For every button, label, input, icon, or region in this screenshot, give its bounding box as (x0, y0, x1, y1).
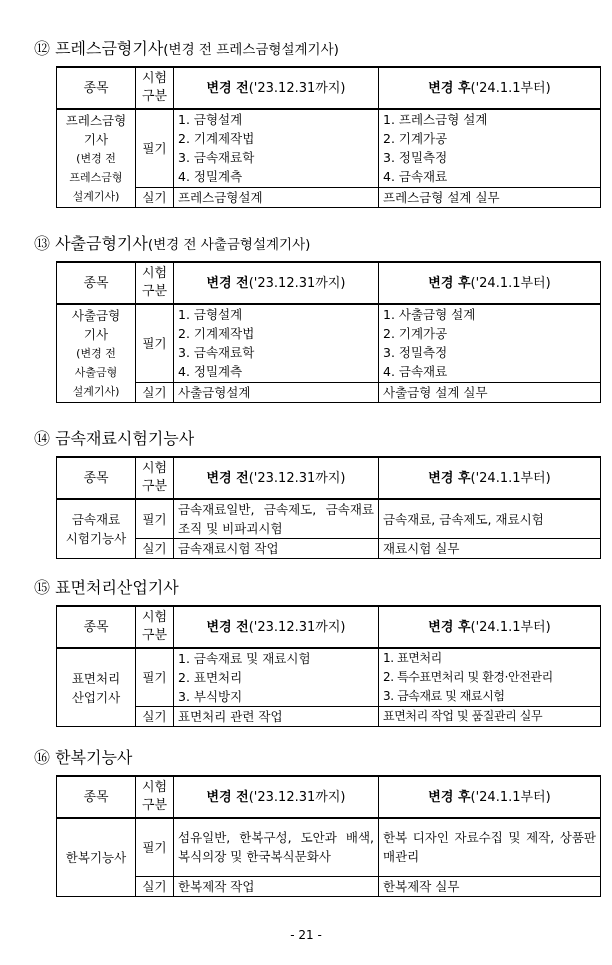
header-item: 종목 (57, 776, 136, 818)
header-item: 종목 (57, 262, 136, 304)
item-name-line: 사출금형 (74, 365, 118, 379)
header-after (379, 67, 601, 109)
header-before (174, 67, 379, 109)
header-exam-type: 시험 구분 (136, 606, 174, 648)
header-after (379, 776, 601, 818)
item-name-cell (57, 818, 136, 896)
table-15 (56, 605, 601, 727)
written-label: 필기 (136, 648, 174, 707)
list-item: 3. 정밀측정 (383, 345, 448, 361)
header-after-date: ('24.1.1부터) (470, 275, 551, 291)
section-title-sub: (변경 전 프레스금형설계기사) (163, 42, 339, 58)
header-after-date: ('24.1.1부터) (470, 80, 551, 96)
header-before-date: ('23.12.31까지) (248, 619, 346, 635)
section-title-15 (34, 575, 179, 598)
header-before (174, 457, 379, 499)
list-item: 3. 금속재료학 (178, 150, 255, 166)
written-before: 섬유일반, 한복구성, 도안과 배색, 복식의장 및 한국복식문화사 (174, 818, 379, 876)
table-14 (56, 456, 601, 559)
table-12 (56, 66, 601, 208)
item-name-cell (57, 499, 136, 559)
header-before-label: 변경 전 (206, 619, 249, 635)
practical-before: 한복제작 작업 (174, 876, 379, 896)
header-after (379, 606, 601, 648)
item-name-line: 프레스금형 (69, 170, 123, 184)
list-item: 4. 금속재료 (383, 364, 448, 380)
list-item: 1. 사출금형 설계 (383, 307, 476, 323)
written-label: 필기 (136, 499, 174, 539)
list-item: 2. 기계제작법 (178, 131, 255, 147)
header-before-date: ('23.12.31까지) (248, 470, 346, 486)
header-exam-type: 시험 구분 (136, 457, 174, 499)
header-before-date: ('23.12.31까지) (248, 789, 346, 805)
practical-after: 사출금형 설계 실무 (379, 382, 601, 402)
header-exam-type: 시험 구분 (136, 67, 174, 109)
written-after (379, 648, 601, 707)
header-before-date: ('23.12.31까지) (248, 275, 346, 291)
table-13 (56, 261, 601, 403)
item-name-line: 설계기사) (72, 384, 120, 398)
written-after (379, 304, 601, 382)
written-before: 금속재료일반, 금속제도, 금속재료조직 및 비파괴시험 (174, 499, 379, 539)
item-name-line: 금속재료 (71, 512, 121, 527)
item-name-line: 표면처리 (71, 670, 121, 686)
list-item: 1. 프레스금형 설계 (383, 112, 488, 128)
list-item: 2. 특수표면처리 및 환경·안전관리 (383, 670, 553, 684)
header-after-date: ('24.1.1부터) (470, 789, 551, 805)
header-after-date: ('24.1.1부터) (470, 470, 551, 486)
header-after (379, 262, 601, 304)
header-after-label: 변경 후 (428, 80, 471, 96)
list-item: 2. 기계가공 (383, 131, 448, 147)
practical-before: 프레스금형설계 (174, 187, 379, 207)
item-name-line: (변경 전 (76, 346, 116, 360)
item-name-line: 설계기사) (72, 189, 120, 203)
header-after-date: ('24.1.1부터) (470, 619, 551, 635)
written-before (174, 648, 379, 707)
list-item: 4. 정밀계측 (178, 364, 243, 380)
written-after (379, 109, 601, 187)
page-number: - 21 - (290, 928, 322, 942)
item-name-line: 시험기능사 (65, 531, 127, 546)
section-title-main: ⑫ 프레스금형기사 (34, 39, 164, 58)
table-16 (56, 775, 601, 897)
item-name-line: 한복기능사 (65, 849, 127, 865)
written-before (174, 304, 379, 382)
practical-after: 표면처리 작업 및 품질관리 실무 (379, 707, 601, 727)
header-before-label: 변경 전 (206, 470, 249, 486)
header-after-label: 변경 후 (428, 619, 471, 635)
header-after-label: 변경 후 (428, 275, 471, 291)
section-title-main: ⑬ 사출금형기사 (34, 234, 148, 253)
header-exam-type: 시험 구분 (136, 262, 174, 304)
header-before (174, 776, 379, 818)
section-title-main: ⑭ 금속재료시험기능사 (34, 429, 195, 448)
practical-after: 프레스금형 설계 실무 (379, 187, 601, 207)
list-item: 1. 표면처리 (383, 651, 442, 665)
section-title-sub: (변경 전 사출금형설계기사) (147, 237, 311, 253)
practical-label: 실기 (136, 707, 174, 727)
header-before-label: 변경 전 (206, 275, 249, 291)
header-before-date: ('23.12.31까지) (248, 80, 346, 96)
list-item: 2. 기계제작법 (178, 326, 255, 342)
practical-label: 실기 (136, 876, 174, 896)
list-item: 1. 금형설계 (178, 307, 243, 323)
item-name-line: 사출금형 (71, 307, 121, 323)
item-name-cell (57, 304, 136, 402)
practical-before: 금속재료시험 작업 (174, 539, 379, 559)
section-title-main: ⑮ 표면처리산업기사 (34, 578, 179, 597)
practical-label: 실기 (136, 539, 174, 559)
practical-after: 한복제작 실무 (379, 876, 601, 896)
item-name-line: (변경 전 (76, 151, 116, 165)
item-name-line: 기사 (83, 326, 109, 342)
header-item: 종목 (57, 606, 136, 648)
section-title-12 (34, 36, 339, 59)
written-after: 금속재료, 금속제도, 재료시험 (379, 499, 601, 539)
written-before (174, 109, 379, 187)
list-item: 3. 금속재료학 (178, 345, 255, 361)
section-title-main: ⑯ 한복기능사 (34, 748, 133, 767)
practical-before: 사출금형설계 (174, 382, 379, 402)
practical-after: 재료시험 실무 (379, 539, 601, 559)
list-item: 1. 금속재료 및 재료시험 (178, 651, 311, 666)
list-item: 2. 표면처리 (178, 670, 243, 685)
header-after-label: 변경 후 (428, 789, 471, 805)
item-name-cell (57, 109, 136, 207)
list-item: 2. 기계가공 (383, 326, 448, 342)
list-item: 3. 정밀측정 (383, 150, 448, 166)
header-item: 종목 (57, 457, 136, 499)
item-name-line: 기사 (83, 131, 109, 147)
practical-before: 표면처리 관련 작업 (174, 707, 379, 727)
header-before (174, 262, 379, 304)
section-title-16 (34, 745, 132, 768)
item-name-line: 산업기사 (71, 689, 121, 705)
list-item: 1. 금형설계 (178, 112, 243, 128)
practical-label: 실기 (136, 187, 174, 207)
list-item: 3. 금속재료 및 재료시험 (383, 689, 505, 703)
list-item: 4. 정밀계측 (178, 169, 243, 185)
written-after: 한복 디자인 자료수집 및 제작, 상품판매관리 (379, 818, 601, 876)
written-label: 필기 (136, 109, 174, 187)
written-label: 필기 (136, 818, 174, 876)
section-title-14 (34, 426, 194, 449)
header-item: 종목 (57, 67, 136, 109)
header-before-label: 변경 전 (206, 789, 249, 805)
item-name-cell (57, 648, 136, 727)
item-name-line: 프레스금형 (65, 112, 127, 128)
header-exam-type: 시험 구분 (136, 776, 174, 818)
practical-label: 실기 (136, 382, 174, 402)
written-label: 필기 (136, 304, 174, 382)
list-item: 4. 금속재료 (383, 169, 448, 185)
list-item: 3. 부식방지 (178, 689, 243, 704)
header-after (379, 457, 601, 499)
header-before (174, 606, 379, 648)
section-title-13 (34, 231, 310, 254)
header-before-label: 변경 전 (206, 80, 249, 96)
header-after-label: 변경 후 (428, 470, 471, 486)
